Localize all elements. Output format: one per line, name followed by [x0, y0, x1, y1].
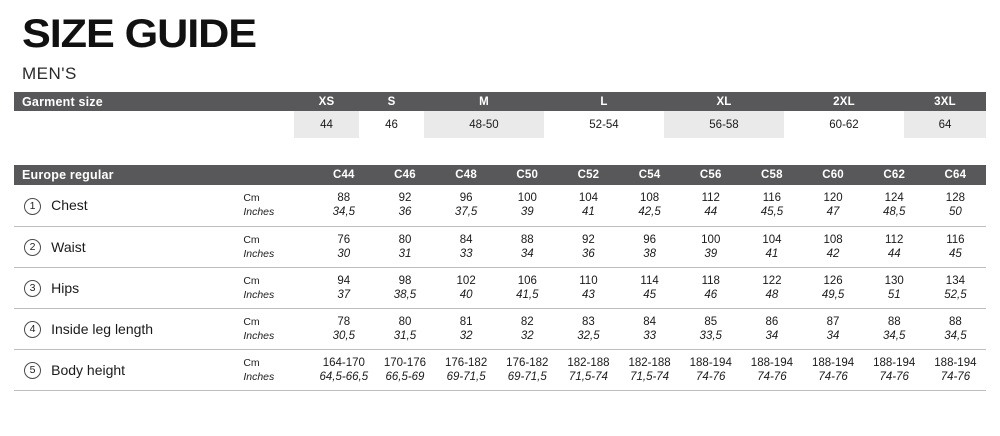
- europe-col-c56: C56: [680, 165, 741, 185]
- measure-cell: 116 45,5: [741, 185, 802, 226]
- unit-inches: Inches: [243, 288, 275, 301]
- row-number: 4: [14, 308, 51, 349]
- garment-value-2xl: 60-62: [784, 111, 904, 138]
- measure-cell: 104 41: [558, 185, 619, 226]
- measure-cell: 96 38: [619, 226, 680, 267]
- europe-col-c46: C46: [374, 165, 435, 185]
- measure-cell: 83 32,5: [558, 308, 619, 349]
- row-label: Chest: [51, 185, 243, 226]
- unit-labels: [243, 308, 313, 349]
- table-row: [14, 267, 986, 308]
- unit-labels: [243, 226, 313, 267]
- measure-cell: 182-188 71,5-74: [558, 349, 619, 390]
- row-number: 5: [14, 349, 51, 390]
- unit-cm: Cm: [243, 315, 260, 328]
- measure-cell: 87 34: [802, 308, 863, 349]
- page-subtitle: MEN'S: [22, 64, 77, 83]
- unit-inches: Inches: [243, 329, 275, 342]
- measure-cell: 114 45: [619, 267, 680, 308]
- row-label: Hips: [51, 267, 243, 308]
- unit-cm: Cm: [243, 233, 260, 246]
- table-row: [14, 349, 986, 390]
- europe-regular-label: Europe regular: [14, 165, 313, 185]
- measure-cell: 134 52,5: [925, 267, 986, 308]
- measure-cell: 182-188 71,5-74: [619, 349, 680, 390]
- measure-cell: 92 36: [558, 226, 619, 267]
- garment-col-m: M: [424, 92, 544, 111]
- measure-cell: 80 31,5: [374, 308, 435, 349]
- measure-cell: 122 48: [741, 267, 802, 308]
- measure-cell: 108 42: [802, 226, 863, 267]
- measure-cell: 176-182 69-71,5: [436, 349, 497, 390]
- measure-cell: 188-194 74-76: [680, 349, 741, 390]
- unit-labels: [243, 349, 313, 390]
- measure-cell: 88 34,5: [864, 308, 925, 349]
- europe-col-c60: C60: [802, 165, 863, 185]
- row-label: Body height: [51, 349, 243, 390]
- measure-cell: 176-182 69-71,5: [497, 349, 558, 390]
- row-label: Waist: [51, 226, 243, 267]
- measure-cell: 104 41: [741, 226, 802, 267]
- garment-value-spacer: [14, 111, 294, 138]
- unit-inches: Inches: [243, 247, 275, 260]
- measure-cell: 86 34: [741, 308, 802, 349]
- unit-inches: Inches: [243, 206, 275, 219]
- garment-size-table: [14, 92, 986, 138]
- garment-col-xl: XL: [664, 92, 784, 111]
- unit-labels: [243, 185, 313, 226]
- garment-col-s: S: [359, 92, 424, 111]
- measure-cell: 110 43: [558, 267, 619, 308]
- measure-cell: 188-194 74-76: [925, 349, 986, 390]
- garment-value-xl: 56-58: [664, 111, 784, 138]
- garment-header-row: [14, 92, 986, 111]
- unit-inches: Inches: [243, 370, 275, 383]
- measure-cell: 98 38,5: [374, 267, 435, 308]
- measure-cell: 78 30,5: [313, 308, 374, 349]
- measure-cell: 100 39: [497, 185, 558, 226]
- row-number: 1: [14, 185, 51, 226]
- europe-col-c52: C52: [558, 165, 619, 185]
- europe-col-c54: C54: [619, 165, 680, 185]
- garment-col-2xl: 2XL: [784, 92, 904, 111]
- europe-col-c44: C44: [313, 165, 374, 185]
- measure-cell: 92 36: [374, 185, 435, 226]
- measure-cell: 124 48,5: [864, 185, 925, 226]
- page-title: SIZE GUIDE: [22, 12, 257, 56]
- measure-cell: 88 34: [497, 226, 558, 267]
- garment-value-3xl: 64: [904, 111, 986, 138]
- table-row: [14, 308, 986, 349]
- unit-cm: Cm: [243, 274, 260, 287]
- garment-col-3xl: 3XL: [904, 92, 986, 111]
- measure-cell: 76 30: [313, 226, 374, 267]
- garment-value-row: [14, 111, 986, 138]
- measure-cell: 88 34,5: [313, 185, 374, 226]
- measure-cell: 80 31: [374, 226, 435, 267]
- measure-cell: 126 49,5: [802, 267, 863, 308]
- garment-value-l: 52-54: [544, 111, 664, 138]
- measure-cell: 84 33: [619, 308, 680, 349]
- measure-cell: 164-170 64,5-66,5: [313, 349, 374, 390]
- measure-cell: 128 50: [925, 185, 986, 226]
- measure-cell: 100 39: [680, 226, 741, 267]
- europe-col-c58: C58: [741, 165, 802, 185]
- europe-col-c50: C50: [497, 165, 558, 185]
- garment-value-xs: 44: [294, 111, 359, 138]
- table-row: [14, 226, 986, 267]
- measure-cell: 82 32: [497, 308, 558, 349]
- measure-cell: 170-176 66,5-69: [374, 349, 435, 390]
- measure-cell: 112 44: [864, 226, 925, 267]
- europe-regular-table: [14, 165, 986, 391]
- measure-cell: 94 37: [313, 267, 374, 308]
- row-number: 3: [14, 267, 51, 308]
- table-row: [14, 185, 986, 226]
- section-spacer: [14, 138, 986, 165]
- measure-cell: 96 37,5: [436, 185, 497, 226]
- row-label: Inside leg length: [51, 308, 243, 349]
- garment-value-m: 48-50: [424, 111, 544, 138]
- measure-cell: 116 45: [925, 226, 986, 267]
- garment-col-l: L: [544, 92, 664, 111]
- garment-value-s: 46: [359, 111, 424, 138]
- measure-cell: 106 41,5: [497, 267, 558, 308]
- measure-cell: 88 34,5: [925, 308, 986, 349]
- measure-cell: 102 40: [436, 267, 497, 308]
- measure-cell: 188-194 74-76: [741, 349, 802, 390]
- garment-col-xs: XS: [294, 92, 359, 111]
- europe-col-c64: C64: [925, 165, 986, 185]
- measure-cell: 81 32: [436, 308, 497, 349]
- measure-cell: 120 47: [802, 185, 863, 226]
- europe-header-row: [14, 165, 986, 185]
- size-guide-page: [0, 14, 1000, 436]
- measure-cell: 108 42,5: [619, 185, 680, 226]
- europe-col-c48: C48: [436, 165, 497, 185]
- measure-cell: 85 33,5: [680, 308, 741, 349]
- measure-cell: 84 33: [436, 226, 497, 267]
- unit-labels: [243, 267, 313, 308]
- measure-cell: 118 46: [680, 267, 741, 308]
- measure-cell: 188-194 74-76: [864, 349, 925, 390]
- unit-cm: Cm: [243, 192, 260, 205]
- measure-cell: 112 44: [680, 185, 741, 226]
- europe-col-c62: C62: [864, 165, 925, 185]
- row-number: 2: [14, 226, 51, 267]
- measure-cell: 130 51: [864, 267, 925, 308]
- garment-size-label: Garment size: [14, 92, 294, 111]
- unit-cm: Cm: [243, 356, 260, 369]
- measure-cell: 188-194 74-76: [802, 349, 863, 390]
